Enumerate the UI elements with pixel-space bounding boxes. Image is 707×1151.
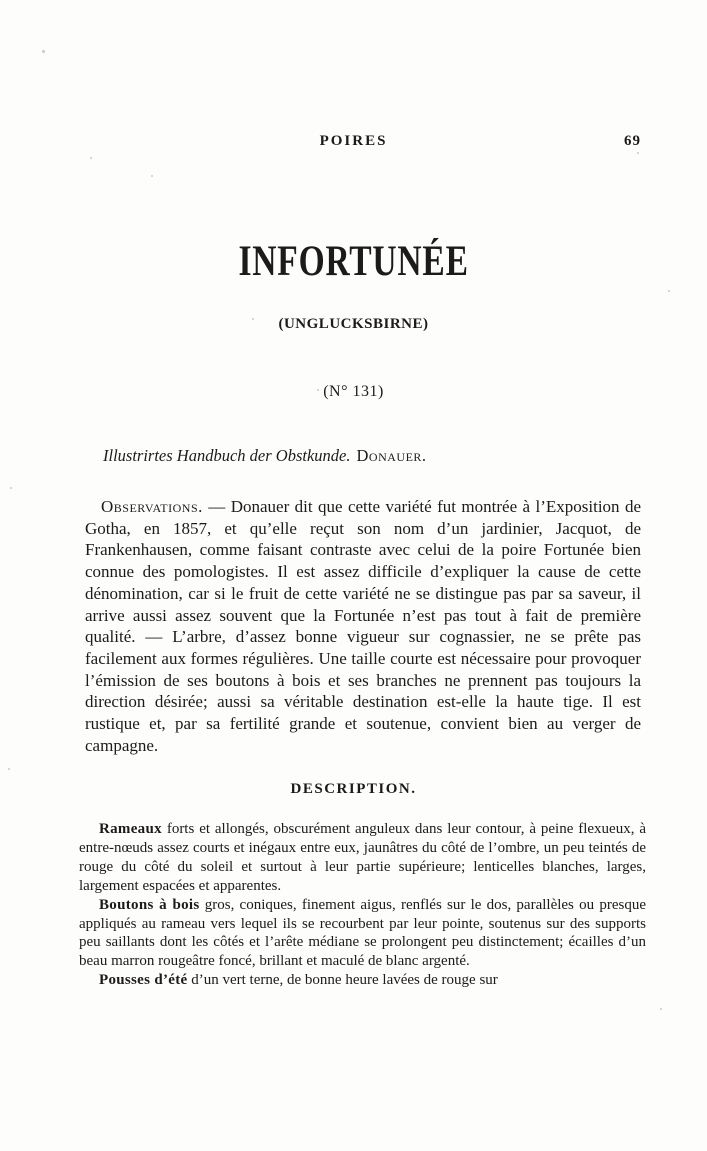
page-header [0, 133, 707, 157]
paragraph-lead-rameaux: Rameaux [99, 821, 162, 837]
paragraph-pousses-dete [79, 971, 646, 990]
scan-speck [151, 175, 153, 177]
paragraph-boutons-a-bois [79, 896, 646, 972]
paragraph-text-rameaux: forts et allongés, obscurément anguleux dans leur contour, à peine flexueux, à entre-nœuds assez courts et inégaux entre eux, jaunâtres du côté de l’ombre, un peu teintés de rouge du côté du soleil et surtout à leur partie supérieure; lenticelles blanches, larges, largement espacées et apparentes. [79, 821, 646, 894]
observations-paragraph [85, 496, 641, 756]
description-heading: DESCRIPTION. [290, 781, 417, 797]
running-title: POIRES [319, 133, 388, 149]
paragraph-lead-boutons: Boutons à bois [99, 896, 200, 913]
paragraph-lead-pousses: Pousses d’été [99, 972, 188, 989]
scan-speck [10, 487, 12, 489]
scan-speck [668, 290, 670, 292]
scan-speck [42, 50, 45, 53]
variety-title: INFORTUNÉE [238, 238, 469, 285]
paragraph-rameaux [79, 820, 646, 896]
scan-speck [90, 157, 92, 159]
variety-subtitle-german: (UNGLUCKSBIRNE) [278, 316, 429, 332]
description-section [79, 820, 646, 990]
variety-number: (N° 131) [323, 383, 384, 400]
citation-line [103, 446, 427, 466]
scan-speck [8, 768, 10, 770]
citation-source: Illustrirtes Handbuch der Obstkunde. [103, 446, 351, 465]
scan-speck [317, 389, 319, 391]
paragraph-text-boutons: gros, coniques, finement aigus, renflés sur le dos, parallèles ou presque appliqués au rameau vers lequel ils se recourbent par leur pointe, soutenus sur des supports peu saillants dont les côtés et l’arête médiane se prolongent peu distinctement; écailles d’un beau marron rougeâtre foncé, brillant et maculé de blanc argenté. [79, 896, 646, 970]
scan-speck [637, 152, 639, 154]
citation-author: Donauer. [356, 446, 427, 465]
observations-lead: Observations. [101, 497, 203, 516]
paragraph-text-pousses: d’un vert terne, de bonne heure lavées de rouge sur [187, 972, 498, 989]
observations-text: — Donauer dit que cette variété fut montrée à l’Exposition de Gotha, en 1857, et qu’elle reçut son nom d’un jardinier, Jacquot, de Frankenhausen, comme faisant contraste avec celui de la poire Fortunée bien connue des pomologistes. Il est assez difficile d’expliquer la cause de cette dénomination, car si le fruit de cette variété ne se distingue pas par sa saveur, il arrive aussi assez souvent que la Fortunée n’est pas tout à fait de première qualité. — L’arbre, d’assez bonne vigueur sur cognassier, ne se prête pas facilement aux formes régulières. Une taille courte est nécessaire pour provoquer l’émission de ses boutons à bois et ses branches ne prennent pas toujours la direction désirée; aussi sa véritable destination est-elle la haute tige. Il est rustique et, par sa fertilité grande et soutenue, convient bien au verger de campagne. [85, 497, 641, 755]
title-block [0, 238, 707, 285]
scan-speck [660, 1008, 662, 1010]
scan-speck [252, 318, 254, 320]
page-number: 69 [624, 133, 641, 149]
